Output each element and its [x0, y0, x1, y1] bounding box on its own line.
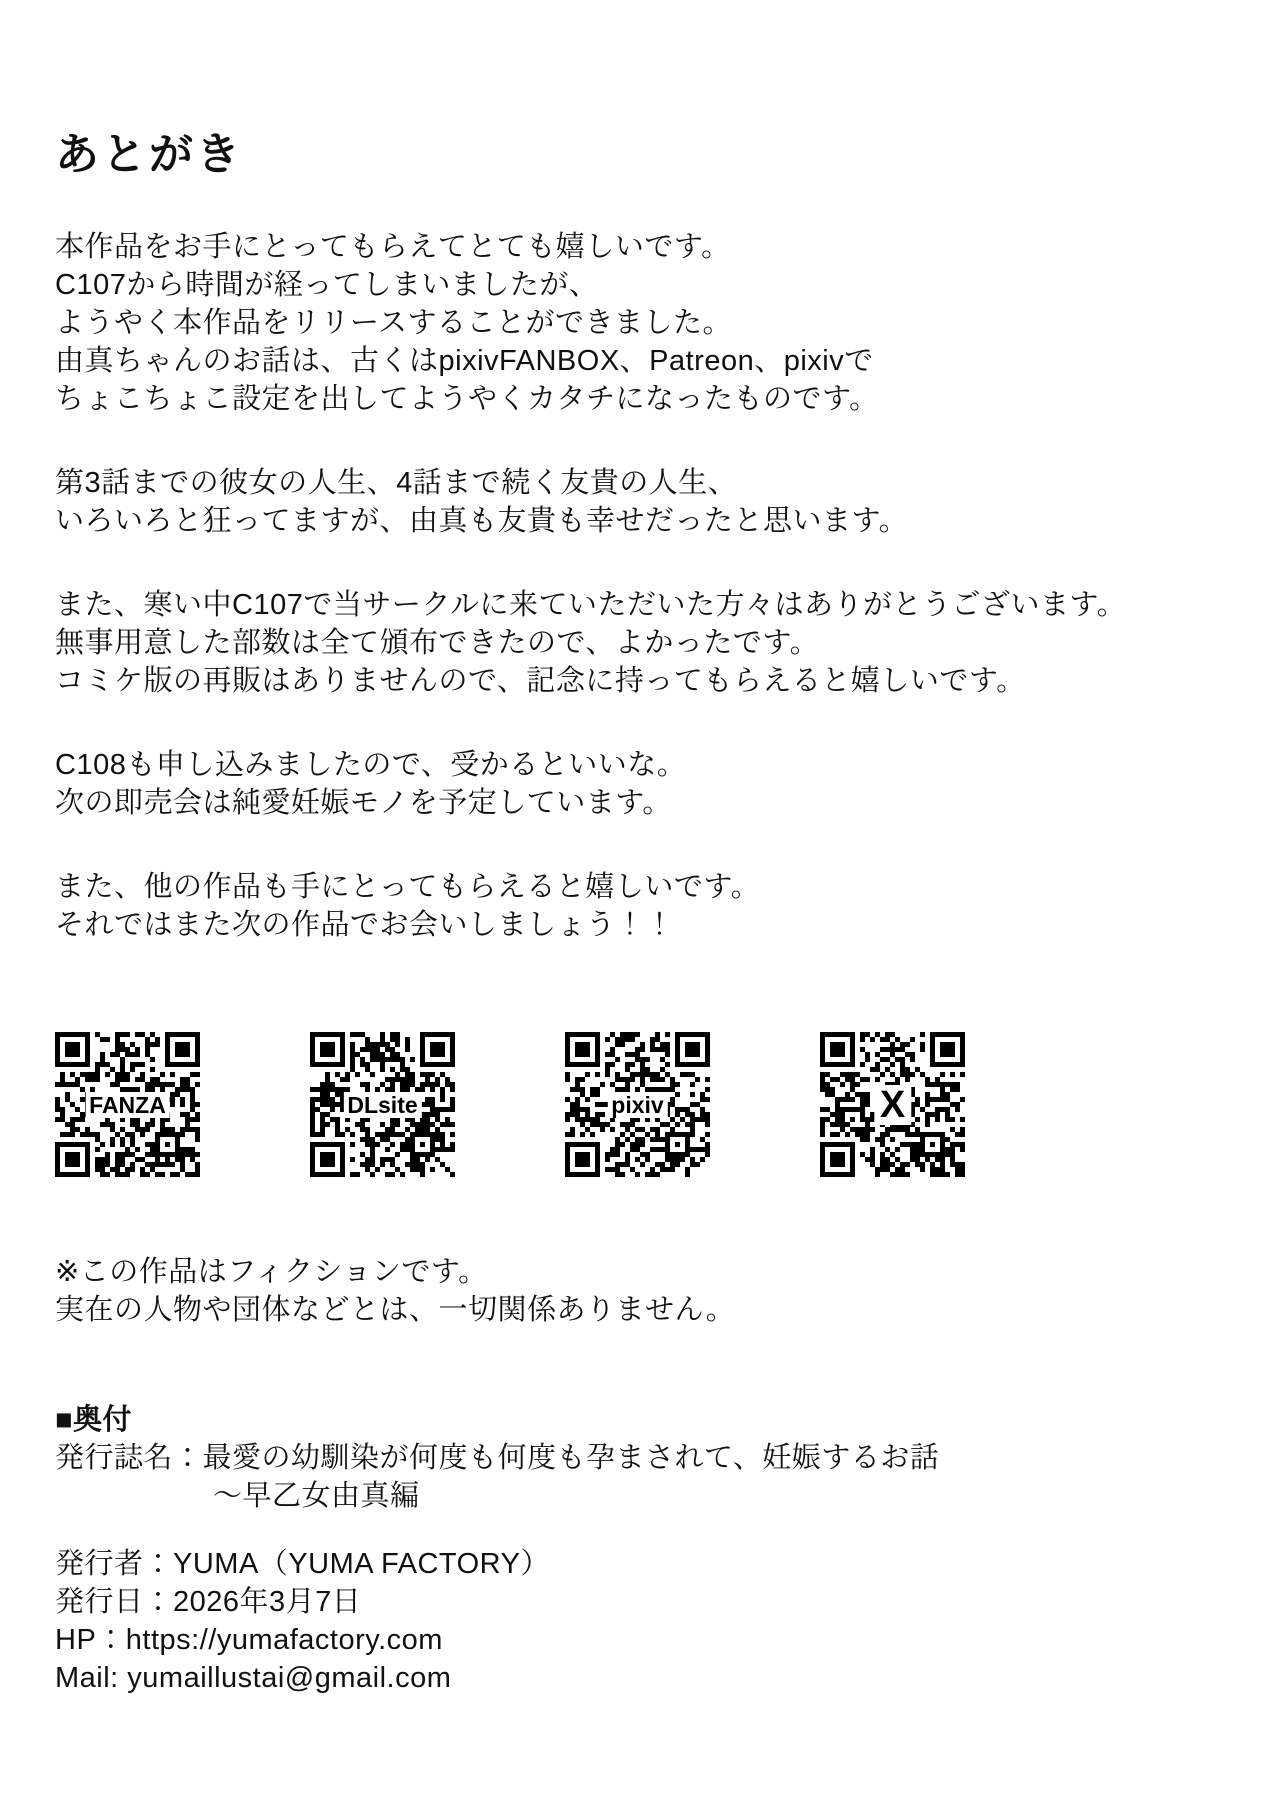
- text-line: 第3話までの彼女の人生、4話まで続く友貴の人生、: [55, 467, 738, 499]
- qr-label-dlsite: DLsite: [343, 1092, 421, 1118]
- text-line: コミケ版の再販はありませんので、記念に持ってもらえると嬉しいです。: [55, 665, 1026, 697]
- qr-code-row: [55, 1032, 1225, 1177]
- qr-code-dlsite: [310, 1032, 455, 1177]
- homepage-line: HP：https://yumafactory.com: [55, 1624, 443, 1656]
- colophon: [55, 1401, 1225, 1697]
- text-line: 本作品をお手にとってもらえてとても嬉しいです。: [55, 231, 731, 263]
- qr-code-fanza: [55, 1032, 200, 1177]
- paragraph-c107-thanks: [55, 586, 1225, 700]
- disclaimer-line: 実在の人物や団体などとは、一切関係ありません。: [55, 1294, 736, 1326]
- publish-date-line: 発行日：2026年3月7日: [55, 1586, 362, 1618]
- colophon-heading: ■奥付: [55, 1404, 133, 1436]
- text-line: C108も申し込みましたので、受かるといいな。: [55, 749, 687, 781]
- paragraph-closing: [55, 868, 1225, 944]
- qr-label-pixiv: pixiv: [607, 1092, 667, 1118]
- qr-label-x: X: [874, 1085, 911, 1125]
- paragraph-c108-plans: [55, 746, 1225, 822]
- text-line: ちょこちょこ設定を出してようやくカタチになったものです。: [55, 383, 879, 415]
- mail-line: Mail: yumaillustai@gmail.com: [55, 1662, 452, 1694]
- text-line: また、寒い中C107で当サークルに来ていただいた方々はありがとうございます。: [55, 589, 1127, 621]
- disclaimer-line: ※この作品はフィクションです。: [55, 1256, 488, 1288]
- text-line: 由真ちゃんのお話は、古くはpixivFANBOX、Patreon、pixivで: [55, 345, 874, 377]
- qr-code-x: [820, 1032, 965, 1177]
- page-title: あとがき: [55, 130, 243, 179]
- text-line: ようやく本作品をリリースすることができました。: [55, 307, 733, 339]
- publisher-block: [55, 1545, 1225, 1697]
- paragraph-story: [55, 464, 1225, 540]
- text-line: C107から時間が経ってしまいましたが、: [55, 269, 599, 301]
- publisher-line: 発行者：YUMA（YUMA FACTORY）: [55, 1548, 550, 1580]
- qr-label-fanza: FANZA: [85, 1092, 170, 1118]
- text-line: 次の即売会は純愛妊娠モノを予定しています。: [55, 787, 672, 819]
- text-line: また、他の作品も手にとってもらえると嬉しいです。: [55, 871, 761, 903]
- text-line: いろいろと狂ってますが、由真も友貴も幸せだったと思います。: [55, 505, 909, 537]
- journal-subtitle-line: ～早乙女由真編: [213, 1480, 420, 1512]
- text-line: それではまた次の作品でお会いしましょう！！: [55, 909, 675, 941]
- text-line: 無事用意した部数は全て頒布できたので、よかったです。: [55, 627, 820, 659]
- qr-code-pixiv: [565, 1032, 710, 1177]
- paragraph-intro: [55, 228, 1225, 418]
- afterword-body: [55, 228, 1225, 944]
- journal-title-line: 発行誌名：最愛の幼馴染が何度も何度も孕まされて、妊娠するお話: [55, 1442, 940, 1474]
- fiction-disclaimer: [55, 1253, 1225, 1329]
